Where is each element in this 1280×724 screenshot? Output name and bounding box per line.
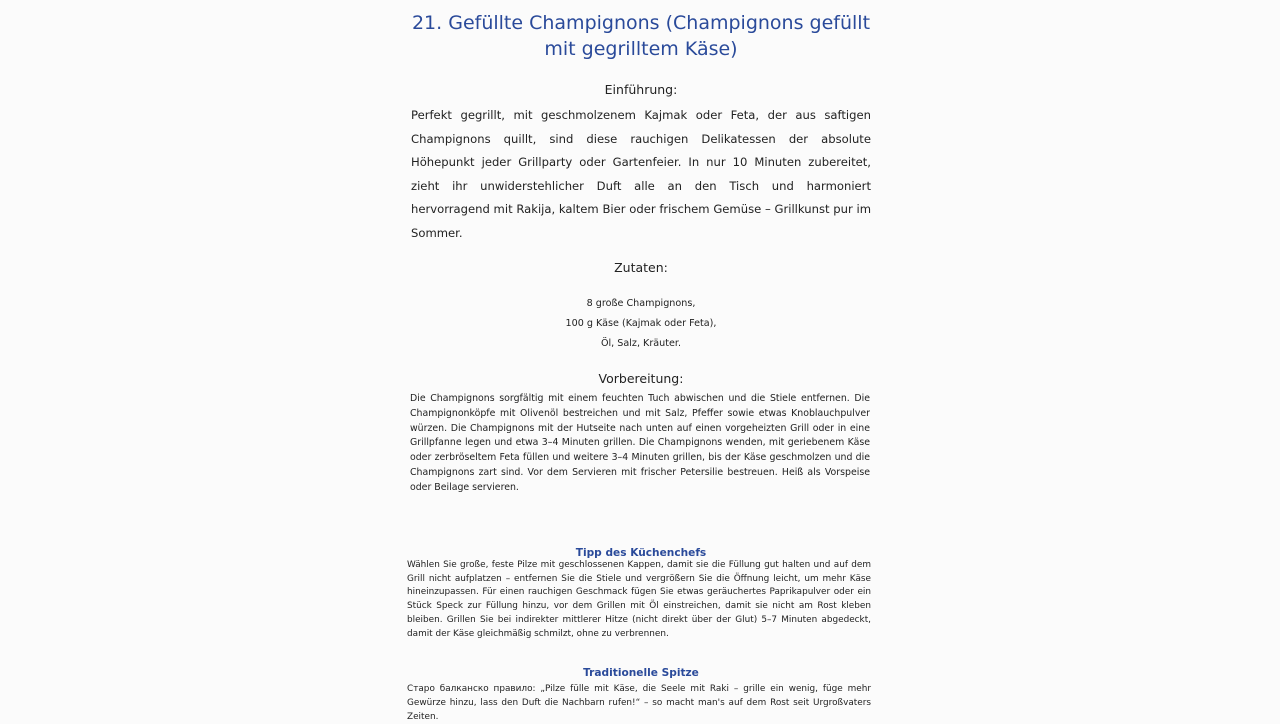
recipe-title: 21. Gefüllte Champignons (Champignons gefüllt mit gegrilltem Käse) (411, 12, 871, 60)
tradition-text: Старо балканско правило: „Pilze fülle mit Käse, die Seele mit Raki – grille ein wenig, füge mehr Gewürze hinzu, lass den Duft die Nachbarn rufen!“ – so macht man's auf dem Rost seit Urgroßvaters Zeiten. (407, 684, 871, 722)
prep-heading: Vorbereitung: (598, 371, 684, 386)
prep-text: Die Champignons sorgfältig mit einem feuchten Tuch abwischen und die Stiele entfernen. Die Champignonköpfe mit Olivenöl bestreichen und mit Salz, Pfeffer sowie etwas Knoblauchpulver würzen. Die Champignons mit der Hutseite nach unten auf einen vorgeheizten Grill oder in eine Grillpfanne legen und etwa 3–4 Minuten grillen. Die Champignons wenden, mit geriebenem Käse oder zerbröseltem Feta füllen und weitere 3–4 Minuten grillen, bis der Käse geschmolzen und die Champignons zart sind. Vor dem Servieren mit frischer Petersilie bestreuen. Heiß als Vorspeise oder Beilage servieren. (410, 393, 870, 493)
intro-text: Perfekt gegrillt, mit geschmolzenem Kajmak oder Feta, der aus saftigen Champignons quillt, sind diese rauchigen Delikatessen der absolute Höhepunkt jeder Grillparty oder Gartenfeier. In nur 10 Minuten zubereitet, zieht ihr unwiderstehlicher Duft alle an den Tisch und harmoniert hervorragend mit Rakija, kaltem Bier oder frischem Gemüse – Grillkunst pur im Sommer. (411, 108, 871, 240)
ingredient-item: 100 g Käse (Kajmak oder Feta), (565, 318, 717, 329)
intro-heading: Einführung: (604, 82, 678, 97)
tradition-heading: Traditionelle Spitze (583, 667, 699, 679)
ingredients-heading: Zutaten: (614, 260, 668, 275)
chef-tip-text: Wählen Sie große, feste Pilze mit geschlossenen Kappen, damit sie die Füllung gut halten und auf dem Grill nicht aufplatzen – entfernen Sie die Stiele und vergrößern Sie die Öffnung leicht, um mehr Käse hineinzupassen. Für einen rauchigen Geschmack fügen Sie etwas geräuchertes Paprikapulver oder ein Stück Speck zur Füllung hinzu, vor dem Grillen mit Öl einstreichen, damit sie nicht am Rost kleben bleiben. Grillen Sie bei indirekter mittlerer Hitze (nicht direkt über der Glut) 5–7 Minuten abgedeckt, damit der Käse gleichmäßig schmilzt, ohne zu verbrennen. (407, 560, 871, 639)
ingredients-list (408, 294, 874, 354)
chef-tip-heading: Tipp des Küchenchefs (575, 547, 707, 559)
ingredient-item: Öl, Salz, Kräuter. (600, 338, 682, 349)
ingredient-item: 8 große Champignons, (586, 298, 696, 309)
